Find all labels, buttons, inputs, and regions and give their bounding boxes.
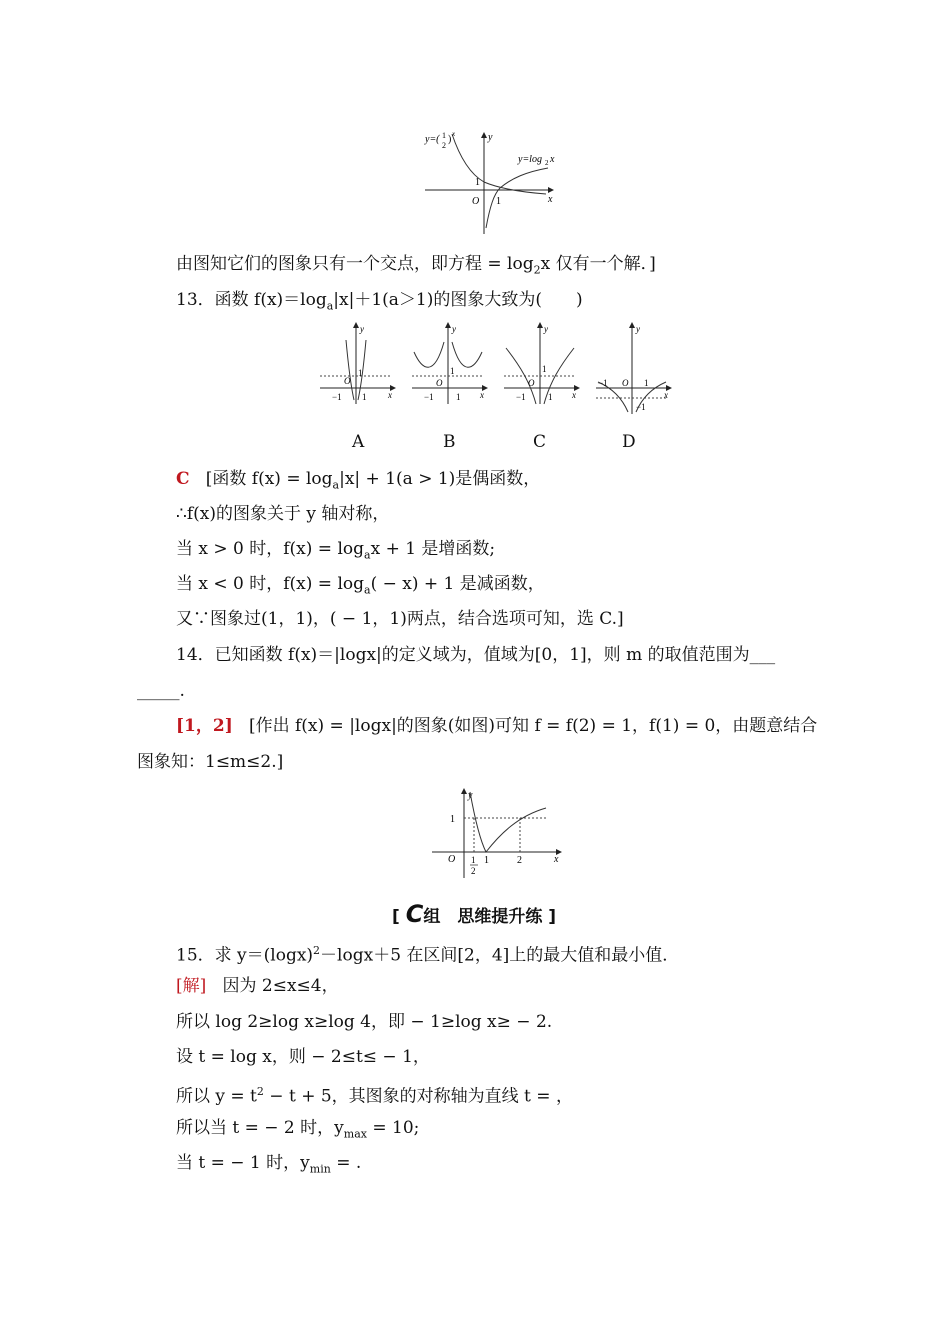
answer-14: [1，2] [作出 f(x) = |logx|的图象(如图)可知 f = f(2) = 1，f(1) = 0，由题意结合 xyxy=(176,716,818,736)
origin: O xyxy=(448,854,456,865)
axis-x: x xyxy=(388,390,392,400)
solution-line-4: 所以 $y = t^2 - t + 5$，其图象的对称轴为直线 t = ， xyxy=(176,1085,573,1107)
axis-y: y xyxy=(452,324,456,334)
section-badge: C xyxy=(405,900,424,928)
text-line-1: 由图知它们的图象只有一个交点，即方程 = $\log_2x$ 仅有一个解．] xyxy=(176,254,656,277)
tick-1: 1 xyxy=(548,392,553,402)
axis-y: y xyxy=(636,324,640,334)
tick-1x: 1 xyxy=(484,855,489,866)
tick-1y: 1 xyxy=(542,364,547,374)
axis-x: x xyxy=(664,390,668,400)
label-exp-prefix: y=( xyxy=(425,134,440,145)
text-decreasing: 当 x < 0 时，$f(x) = \log_a( - x) + 1$ 是减函数， xyxy=(176,574,545,597)
bracket-right: ] xyxy=(542,907,557,927)
tick-1: 1 xyxy=(456,392,461,402)
solution-line-6: 当 t = − 1 时，$y_{min}$ = . xyxy=(176,1153,362,1176)
tick-half-num: 1 xyxy=(471,855,476,865)
answer-14-cont: 图象知：1≤m≤2.] xyxy=(137,752,284,772)
tick-2x: 2 xyxy=(517,855,522,866)
label-log-sub: 2 xyxy=(545,159,549,167)
axis-x: x xyxy=(554,854,559,865)
origin: O xyxy=(622,378,629,388)
origin: O xyxy=(528,378,535,388)
choice-graph-b xyxy=(410,322,490,406)
tick-1x: 1 xyxy=(496,196,501,207)
choice-label-c: C xyxy=(533,432,547,452)
label-log-var: x xyxy=(550,154,555,165)
choice-label-a: A xyxy=(352,432,365,452)
axis-x-label: x xyxy=(548,194,553,205)
text-symmetry: ∴f(x)的图象关于 y 轴对称， xyxy=(176,504,390,524)
label-log: y=log xyxy=(518,154,542,165)
axis-y: y xyxy=(544,324,548,334)
tick-1: 1 xyxy=(362,392,367,402)
question-14: 14．已知函数 f(x)＝|logx|的定义域为，值域为[0，1]，则 m 的取值范围为___ xyxy=(176,645,776,665)
tick-1: 1 xyxy=(644,378,649,388)
tick-m1: −1 xyxy=(424,392,434,402)
section-banner-c xyxy=(392,900,556,928)
answer-13: C [函数 $f(x) = \log_a|x| + 1(a > 1)$是偶函数， xyxy=(176,469,541,492)
figure-exp-log-graph xyxy=(420,126,560,236)
choice-graph-a xyxy=(318,322,398,406)
label-exp-den: 2 xyxy=(442,141,446,150)
tick-1y: 1 xyxy=(475,177,480,188)
tick-half-den: 2 xyxy=(471,866,476,876)
axis-y: y xyxy=(360,324,364,334)
answer-range: [1，2] xyxy=(176,716,233,736)
tick-m1y: −1 xyxy=(636,402,646,412)
solution-line-2: 所以 log 2≥log x≥log 4，即 − 1≥log x≥ − 2. xyxy=(176,1012,553,1032)
text-conclusion: 又∵图象过(1，1)，( − 1，1)两点，结合选项可知，选 C.] xyxy=(176,609,624,629)
origin: O xyxy=(344,376,351,386)
axis-y-label: y xyxy=(488,132,493,143)
answer-letter: C xyxy=(176,469,190,489)
label-exp-pow: x xyxy=(452,130,456,138)
origin: O xyxy=(436,378,443,388)
choice-graph-d xyxy=(594,322,674,416)
choice-label-d: D xyxy=(622,432,636,452)
tick-m1: −1 xyxy=(332,392,342,402)
choice-label-b: B xyxy=(443,432,456,452)
label-exp-num: 1 xyxy=(442,131,446,140)
tick-1y: 1 xyxy=(450,366,455,376)
origin-label: O xyxy=(472,196,480,207)
label-exp-suffix: ) xyxy=(448,134,452,145)
text-increasing: 当 x > 0 时，$f(x) = \log_ax + 1$ 是增函数; xyxy=(176,539,496,562)
solution-line-5: 所以当 t = − 2 时，$y_{max} = 10$; xyxy=(176,1118,420,1141)
solution-line-3: 设 t = log x，则 − 2≤t≤ − 1， xyxy=(176,1047,430,1067)
solution-line-1: [解] 因为 2≤x≤4， xyxy=(176,976,339,996)
bracket-left: [ xyxy=(392,907,406,927)
question-13: 13．函数 $f(x)=\log_a|x|+1(a>1)$的图象大致为( ) xyxy=(176,290,583,313)
tick-m1: −1 xyxy=(516,392,526,402)
solution-tag: [解] xyxy=(176,976,207,996)
tick-1y: 1 xyxy=(358,368,363,378)
axis-x: x xyxy=(480,390,484,400)
axis-y: y xyxy=(468,790,473,801)
question-14-cont: _____. xyxy=(137,681,185,701)
axis-x: x xyxy=(572,390,576,400)
section-title: 组 思维提升练 xyxy=(423,907,543,927)
question-15: 15．求 $y=(\log x)^2-\log x+5$ 在区间[2，4]上的最大值和最小值． xyxy=(176,944,680,966)
tick-1y: 1 xyxy=(450,814,455,825)
figure-abs-log-graph xyxy=(428,784,563,880)
tick-m1: −1 xyxy=(598,378,608,388)
choice-graph-c xyxy=(502,322,582,406)
